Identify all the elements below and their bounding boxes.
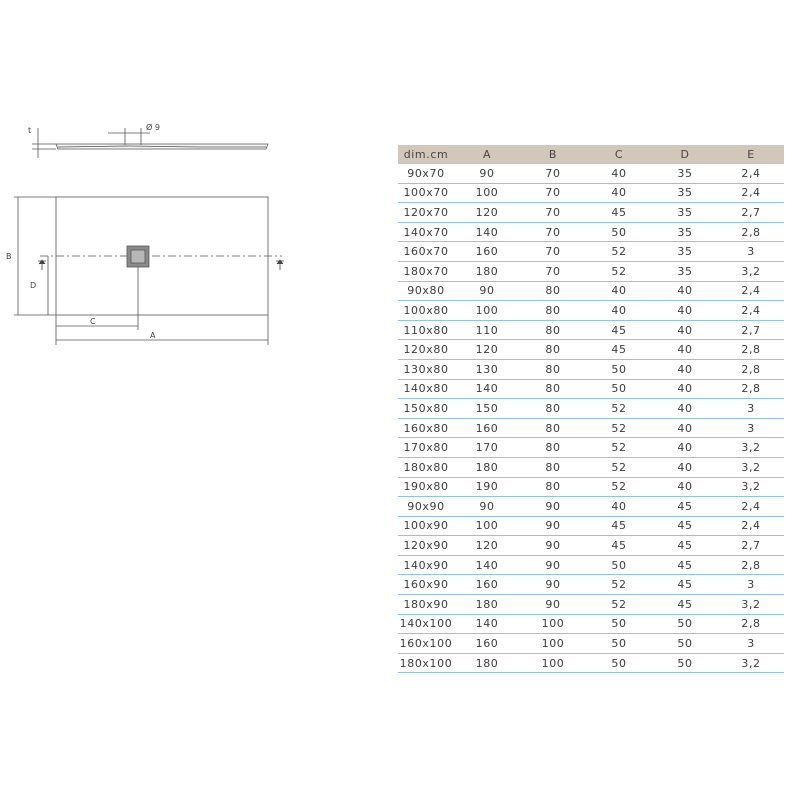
cell-c: 52: [586, 399, 652, 419]
cell-c: 45: [586, 203, 652, 223]
cell-e: 3,2: [718, 438, 784, 458]
cell-d: 45: [652, 555, 718, 575]
cell-a: 110: [454, 320, 520, 340]
cell-e: 3: [718, 575, 784, 595]
cell-dim: 130x80: [398, 359, 454, 379]
cell-dim: 180x100: [398, 653, 454, 673]
drain-diameter-label: Ø 9: [146, 123, 160, 132]
cell-d: 45: [652, 575, 718, 595]
cell-a: 140: [454, 379, 520, 399]
table-row: [398, 222, 784, 242]
cell-a: 140: [454, 222, 520, 242]
cell-d: 40: [652, 340, 718, 360]
drain-grate: [131, 250, 145, 263]
cell-c: 45: [586, 340, 652, 360]
drain-offset-d-label: D: [30, 281, 37, 290]
cell-dim: 100x90: [398, 516, 454, 536]
table-row: [398, 399, 784, 419]
cell-dim: 90x70: [398, 164, 454, 183]
cell-e: 2,8: [718, 614, 784, 634]
width-label: B: [6, 252, 12, 261]
cell-e: 3: [718, 242, 784, 262]
section-arrow-right: [276, 260, 284, 270]
table-row: [398, 497, 784, 517]
cell-dim: 120x90: [398, 536, 454, 556]
cell-c: 40: [586, 183, 652, 203]
cell-a: 170: [454, 438, 520, 458]
cell-e: 3: [718, 634, 784, 654]
cell-d: 35: [652, 222, 718, 242]
cell-e: 2,8: [718, 222, 784, 242]
cell-dim: 120x70: [398, 203, 454, 223]
header-e: E: [718, 145, 784, 164]
cell-d: 45: [652, 516, 718, 536]
cell-c: 52: [586, 595, 652, 615]
cell-b: 70: [520, 242, 586, 262]
table-row: [398, 183, 784, 203]
cell-c: 52: [586, 477, 652, 497]
table-row: [398, 438, 784, 458]
cell-a: 120: [454, 536, 520, 556]
cell-d: 45: [652, 595, 718, 615]
cell-d: 40: [652, 477, 718, 497]
cell-c: 50: [586, 634, 652, 654]
section-arrow-left: [38, 260, 46, 270]
cell-e: 2,8: [718, 359, 784, 379]
cell-b: 90: [520, 555, 586, 575]
table-row: [398, 634, 784, 654]
table-row: [398, 536, 784, 556]
cell-c: 45: [586, 516, 652, 536]
cell-c: 40: [586, 301, 652, 321]
side-view: [32, 128, 268, 158]
cell-c: 40: [586, 281, 652, 301]
cell-b: 80: [520, 320, 586, 340]
technical-drawing: [0, 0, 300, 360]
cell-d: 40: [652, 399, 718, 419]
cell-dim: 190x80: [398, 477, 454, 497]
cell-dim: 170x80: [398, 438, 454, 458]
cell-e: 2,4: [718, 183, 784, 203]
cell-dim: 180x70: [398, 261, 454, 281]
cell-dim: 140x90: [398, 555, 454, 575]
cell-b: 80: [520, 340, 586, 360]
cell-a: 140: [454, 555, 520, 575]
cell-e: 3,2: [718, 653, 784, 673]
cell-d: 40: [652, 418, 718, 438]
table-row: [398, 379, 784, 399]
cell-dim: 100x70: [398, 183, 454, 203]
cell-b: 70: [520, 183, 586, 203]
cell-c: 50: [586, 222, 652, 242]
cell-e: 2,7: [718, 536, 784, 556]
cell-b: 90: [520, 536, 586, 556]
cell-d: 40: [652, 320, 718, 340]
cell-a: 120: [454, 203, 520, 223]
cell-a: 160: [454, 418, 520, 438]
cell-a: 90: [454, 164, 520, 183]
table-row: [398, 595, 784, 615]
cell-c: 50: [586, 379, 652, 399]
cell-dim: 140x70: [398, 222, 454, 242]
cell-dim: 180x90: [398, 595, 454, 615]
cell-a: 160: [454, 575, 520, 595]
cell-b: 70: [520, 261, 586, 281]
table-row: [398, 281, 784, 301]
cell-b: 100: [520, 614, 586, 634]
cell-b: 80: [520, 399, 586, 419]
table-row: [398, 614, 784, 634]
cell-d: 40: [652, 438, 718, 458]
cell-b: 80: [520, 379, 586, 399]
cell-e: 3,2: [718, 457, 784, 477]
cell-d: 35: [652, 183, 718, 203]
cell-e: 3: [718, 418, 784, 438]
table-row: [398, 457, 784, 477]
table-row: [398, 242, 784, 262]
cell-a: 90: [454, 281, 520, 301]
cell-dim: 160x90: [398, 575, 454, 595]
cell-d: 40: [652, 281, 718, 301]
cell-e: 2,4: [718, 516, 784, 536]
cell-a: 150: [454, 399, 520, 419]
table-header-row: [398, 145, 784, 164]
cell-a: 160: [454, 634, 520, 654]
cell-e: 2,7: [718, 320, 784, 340]
cell-c: 52: [586, 261, 652, 281]
table-row: [398, 575, 784, 595]
cell-b: 90: [520, 595, 586, 615]
header-b: B: [520, 145, 586, 164]
cell-d: 40: [652, 457, 718, 477]
cell-e: 2,4: [718, 301, 784, 321]
cell-a: 130: [454, 359, 520, 379]
cell-a: 100: [454, 516, 520, 536]
table-row: [398, 418, 784, 438]
cell-b: 80: [520, 477, 586, 497]
header-d: D: [652, 145, 718, 164]
cell-d: 45: [652, 536, 718, 556]
length-label: A: [150, 331, 156, 340]
cell-d: 35: [652, 164, 718, 183]
cell-c: 45: [586, 320, 652, 340]
table-row: [398, 320, 784, 340]
cell-c: 52: [586, 438, 652, 458]
cell-a: 100: [454, 301, 520, 321]
cell-c: 40: [586, 497, 652, 517]
plan-view: [14, 197, 282, 345]
cell-a: 90: [454, 497, 520, 517]
table-row: [398, 203, 784, 223]
cell-d: 50: [652, 653, 718, 673]
cell-c: 52: [586, 575, 652, 595]
table-row: [398, 301, 784, 321]
header-a: A: [454, 145, 520, 164]
cell-dim: 160x80: [398, 418, 454, 438]
table-row: [398, 555, 784, 575]
cell-e: 2,7: [718, 203, 784, 223]
cell-d: 50: [652, 634, 718, 654]
cell-dim: 180x80: [398, 457, 454, 477]
table-body: [398, 164, 784, 673]
cell-d: 45: [652, 497, 718, 517]
cell-b: 90: [520, 516, 586, 536]
cell-e: 3,2: [718, 595, 784, 615]
cell-b: 100: [520, 653, 586, 673]
cell-c: 50: [586, 359, 652, 379]
cell-c: 40: [586, 164, 652, 183]
cell-c: 52: [586, 457, 652, 477]
cell-b: 80: [520, 301, 586, 321]
cell-dim: 110x80: [398, 320, 454, 340]
cell-e: 2,8: [718, 340, 784, 360]
cell-a: 160: [454, 242, 520, 262]
cell-dim: 160x70: [398, 242, 454, 262]
cell-d: 35: [652, 261, 718, 281]
table-row: [398, 516, 784, 536]
cell-b: 70: [520, 164, 586, 183]
cell-dim: 150x80: [398, 399, 454, 419]
cell-d: 35: [652, 203, 718, 223]
cell-c: 45: [586, 536, 652, 556]
cell-d: 50: [652, 614, 718, 634]
table-row: [398, 359, 784, 379]
cell-b: 100: [520, 634, 586, 654]
cell-a: 180: [454, 653, 520, 673]
drain-offset-c-label: C: [90, 317, 96, 326]
cell-d: 40: [652, 301, 718, 321]
cell-a: 180: [454, 595, 520, 615]
cell-dim: 140x80: [398, 379, 454, 399]
table-row: [398, 340, 784, 360]
cell-e: 2,8: [718, 555, 784, 575]
cell-a: 180: [454, 457, 520, 477]
cell-d: 40: [652, 359, 718, 379]
cell-e: 2,8: [718, 379, 784, 399]
cell-c: 52: [586, 418, 652, 438]
cell-c: 50: [586, 614, 652, 634]
cell-a: 180: [454, 261, 520, 281]
cell-dim: 100x80: [398, 301, 454, 321]
header-c: C: [586, 145, 652, 164]
cell-b: 80: [520, 438, 586, 458]
cell-b: 90: [520, 575, 586, 595]
side-height-label: t: [28, 126, 32, 135]
cell-a: 100: [454, 183, 520, 203]
cell-dim: 120x80: [398, 340, 454, 360]
cell-e: 2,4: [718, 497, 784, 517]
cell-c: 52: [586, 242, 652, 262]
table-row: [398, 477, 784, 497]
cell-e: 2,4: [718, 281, 784, 301]
cell-dim: 90x80: [398, 281, 454, 301]
cell-dim: 90x90: [398, 497, 454, 517]
cell-e: 3: [718, 399, 784, 419]
cell-a: 140: [454, 614, 520, 634]
cell-d: 35: [652, 242, 718, 262]
cell-d: 40: [652, 379, 718, 399]
cell-dim: 160x100: [398, 634, 454, 654]
cell-dim: 140x100: [398, 614, 454, 634]
cell-e: 3,2: [718, 477, 784, 497]
cell-b: 70: [520, 222, 586, 242]
dimensions-table: [398, 145, 784, 673]
cell-b: 80: [520, 457, 586, 477]
cell-c: 50: [586, 653, 652, 673]
cell-b: 80: [520, 281, 586, 301]
cell-e: 2,4: [718, 164, 784, 183]
table-row: [398, 164, 784, 183]
table-row: [398, 653, 784, 673]
cell-b: 70: [520, 203, 586, 223]
header-dim: dim.cm: [398, 145, 454, 164]
cell-a: 120: [454, 340, 520, 360]
cell-b: 80: [520, 418, 586, 438]
cell-b: 90: [520, 497, 586, 517]
cell-c: 50: [586, 555, 652, 575]
cell-e: 3,2: [718, 261, 784, 281]
cell-a: 190: [454, 477, 520, 497]
cell-b: 80: [520, 359, 586, 379]
table-row: [398, 261, 784, 281]
